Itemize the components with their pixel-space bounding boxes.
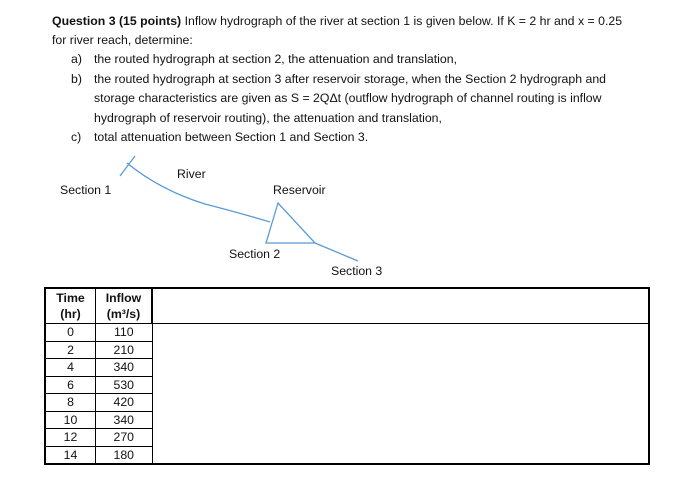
part-letter: a) (71, 52, 82, 66)
part-text: total attenuation between Section 1 and Section 3. (94, 130, 369, 144)
inflow-cell: 340 (96, 411, 153, 429)
table-row (45, 429, 649, 447)
inflow-header-line2: (m³/s) (106, 307, 141, 321)
time-header-line2: (hr) (60, 307, 81, 321)
table-row (45, 359, 649, 377)
table-row (45, 446, 649, 464)
time-cell: 4 (45, 359, 96, 377)
part-text: the routed hydrograph at section 3 after reservoir storage, when the Section 2 hydrograph and (94, 71, 607, 86)
reservoir-label: Reservoir (273, 183, 326, 197)
river-label: River (177, 167, 206, 181)
time-column-header (45, 288, 96, 324)
inflow-cell: 340 (96, 359, 153, 377)
section2-label: Section 2 (229, 247, 281, 261)
inflow-header-line1: Inflow (105, 291, 142, 305)
time-cell: 0 (45, 324, 96, 342)
table-row (45, 376, 649, 394)
time-header-line1: Time (56, 291, 85, 305)
inflow-cell: 210 (96, 341, 153, 359)
time-cell: 2 (45, 341, 96, 359)
time-cell: 8 (45, 394, 96, 412)
inflow-cell: 180 (96, 446, 153, 464)
table-row (45, 341, 649, 359)
part-letter: c) (71, 130, 82, 144)
table-row (45, 394, 649, 412)
part-text: storage characteristics are given as S = 2QΔt (outflow hydrograph of channel routing is inflow (94, 91, 602, 105)
inflow-column-header (96, 288, 153, 324)
inflow-cell: 420 (96, 394, 153, 412)
part-text: the routed hydrograph at section 2, the attenuation and translation, (94, 52, 458, 66)
time-cell: 10 (45, 411, 96, 429)
question-title: Question 3 (15 points) (52, 14, 182, 28)
inflow-table (44, 287, 650, 465)
table-header-row (45, 288, 649, 324)
time-cell: 14 (45, 446, 96, 464)
question-intro-line2: for river reach, determine: (52, 33, 193, 47)
part-letter: b) (71, 71, 82, 86)
reservoir-triangle (266, 203, 315, 243)
section1-label: Section 1 (60, 183, 112, 197)
inflow-cell: 110 (96, 324, 153, 342)
table-row (45, 324, 649, 342)
table-row (45, 411, 649, 429)
section3-label: Section 3 (331, 264, 383, 278)
time-cell: 12 (45, 429, 96, 447)
river-outflow-line (315, 243, 358, 261)
part-text: hydrograph of reservoir routing), the attenuation and translation, (94, 110, 442, 125)
section1-marker (120, 156, 135, 176)
inflow-cell: 270 (96, 429, 153, 447)
inflow-cell: 530 (96, 376, 153, 394)
question-intro-line1: Inflow hydrograph of the river at section 1 is given below. If K = 2 hr and x = 0.25 (184, 14, 623, 28)
table-blank-area (152, 288, 649, 324)
time-cell: 6 (45, 376, 96, 394)
